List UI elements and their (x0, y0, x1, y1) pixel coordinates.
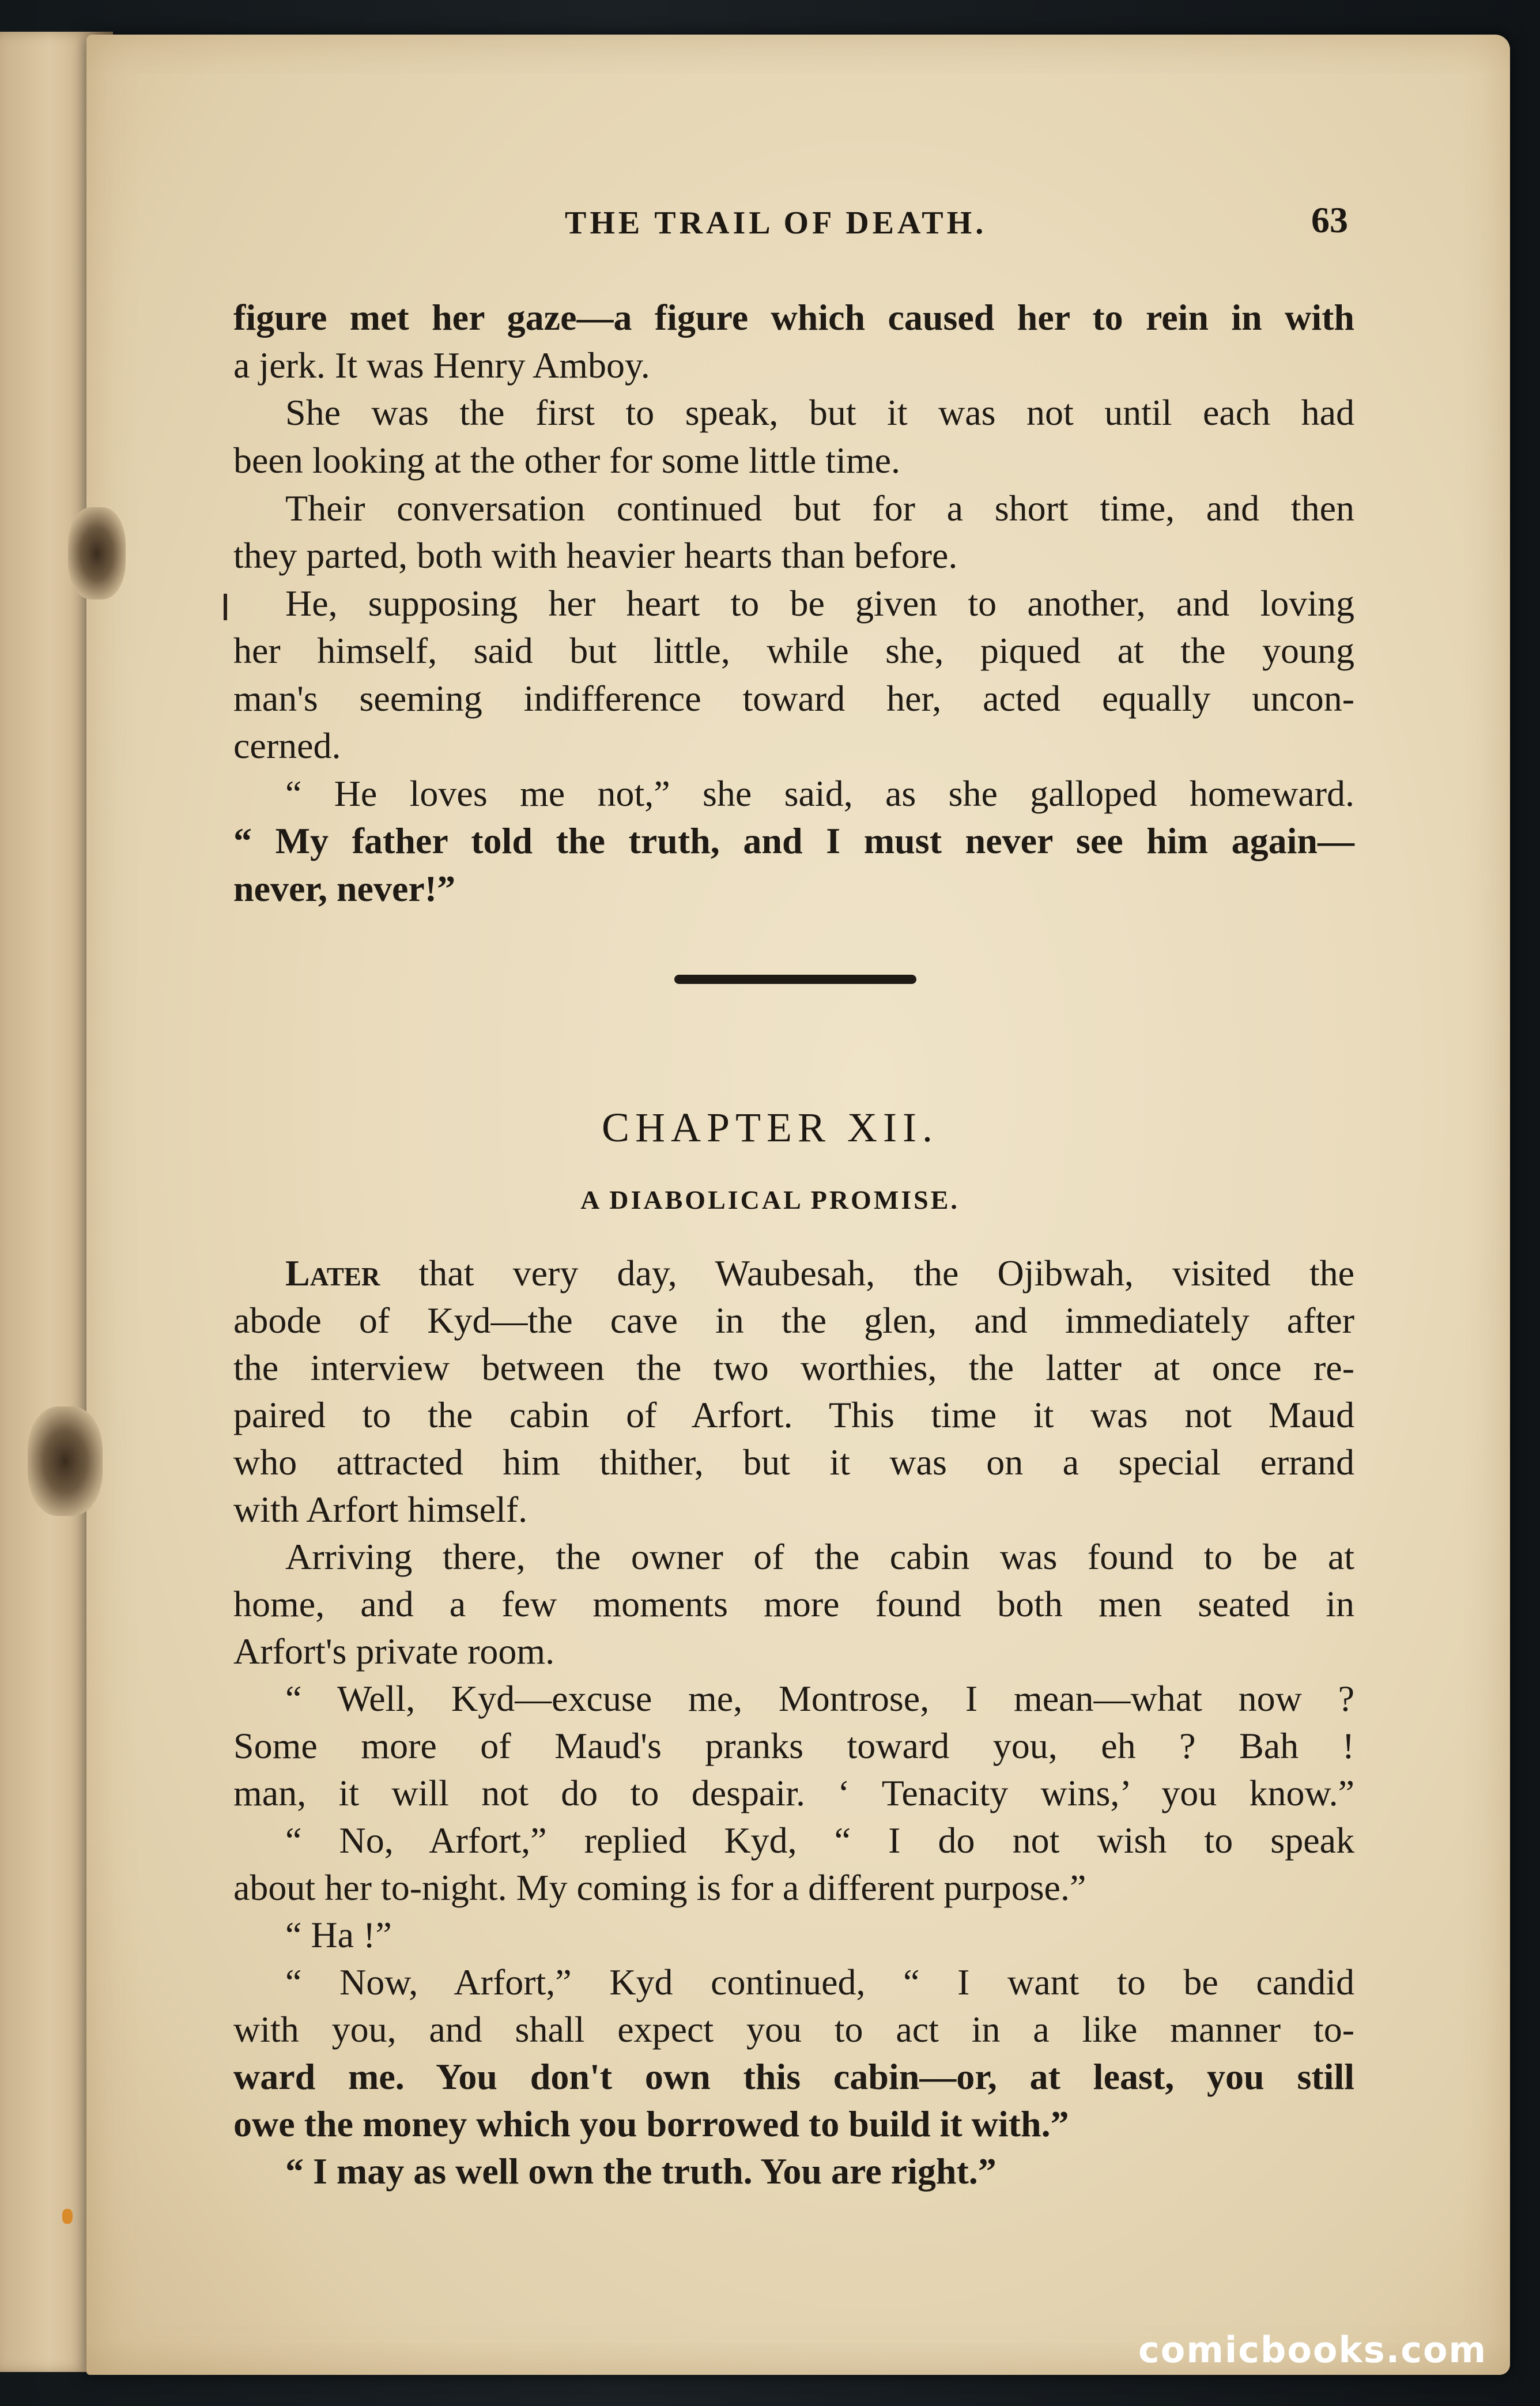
text-line: paired to the cabin of Arfort. This time it was not Maud (233, 1394, 1354, 1435)
text-line: with Arfort himself. (233, 1489, 528, 1530)
text-line: they parted, both with heavier hearts than before. (233, 535, 958, 576)
text-line: “ No, Arfort,” replied Kyd, “ I do not wish to speak (285, 1820, 1354, 1861)
text-line: “ My father told the truth, and I must never see him again— (233, 820, 1354, 861)
text-line-first (233, 1251, 1354, 1296)
text-line: figure met her gaze—a figure which caused her to rein in with (233, 297, 1354, 338)
chapter-subtitle: A DIABOLICAL PROMISE. (580, 1185, 960, 1215)
section-divider (674, 975, 916, 984)
text-line: ward me. You don't own this cabin—or, at least, you still (233, 2056, 1354, 2097)
text-line: Arfort's private room. (233, 1631, 555, 1672)
page-number: 63 (1311, 199, 1348, 240)
first-line-rest: that very day, Waubesah, the Ojibwah, visited the (380, 1253, 1354, 1293)
text-line: “ Ha !” (285, 1914, 392, 1955)
text-line: “ He loves me not,” she said, as she galloped homeward. (285, 773, 1354, 814)
text-line: never, never!” (233, 868, 456, 909)
text-line: Arriving there, the owner of the cabin was found to be at (285, 1536, 1354, 1577)
text-line: “ Well, Kyd—excuse me, Montrose, I mean—what now ? (285, 1678, 1354, 1719)
drop-word: Later (285, 1253, 380, 1293)
watermark: comicbooks.com (1138, 2329, 1488, 2371)
text-line: her himself, said but little, while she, piqued at the young (233, 630, 1354, 671)
margin-mark (224, 594, 227, 620)
chapter-title: CHAPTER XII. (602, 1104, 938, 1151)
text-line: cerned. (233, 725, 341, 766)
text-line: about her to-night. My coming is for a different purpose.” (233, 1867, 1086, 1908)
text-line: abode of Kyd—the cave in the glen, and immediately after (233, 1300, 1354, 1341)
text-line: with you, and shall expect you to act in a like manner to- (233, 2009, 1354, 2050)
text-line: man, it will not do to despair. ‘ Tenacity wins,’ you know.” (233, 1773, 1354, 1813)
text-line: Some more of Maud's pranks toward you, eh ? Bah ! (233, 1725, 1354, 1766)
binding-tear-bottom (28, 1406, 103, 1516)
text-line: Their conversation continued but for a short time, and then (285, 488, 1354, 529)
text-line: home, and a few moments more found both men seated in (233, 1583, 1354, 1624)
text-line: “ Now, Arfort,” Kyd continued, “ I want to be candid (285, 1962, 1354, 2003)
text-line: He, supposing her heart to be given to another, and loving (285, 583, 1354, 624)
paper-stain (62, 2209, 73, 2224)
running-head: THE TRAIL OF DEATH. (565, 205, 987, 241)
binding-tear-top (68, 507, 126, 599)
text-line: been looking at the other for some little time. (233, 440, 901, 481)
text-line: She was the first to speak, but it was not until each had (285, 392, 1354, 433)
text-line: owe the money which you borrowed to build it with.” (233, 2103, 1069, 2144)
text-line: the interview between the two worthies, the latter at once re- (233, 1347, 1354, 1388)
text-line: “ I may as well own the truth. You are right.” (285, 2151, 997, 2192)
text-line: man's seeming indifference toward her, acted equally uncon- (233, 678, 1354, 719)
text-line: a jerk. It was Henry Amboy. (233, 345, 650, 386)
text-line: who attracted him thither, but it was on a special errand (233, 1442, 1354, 1483)
